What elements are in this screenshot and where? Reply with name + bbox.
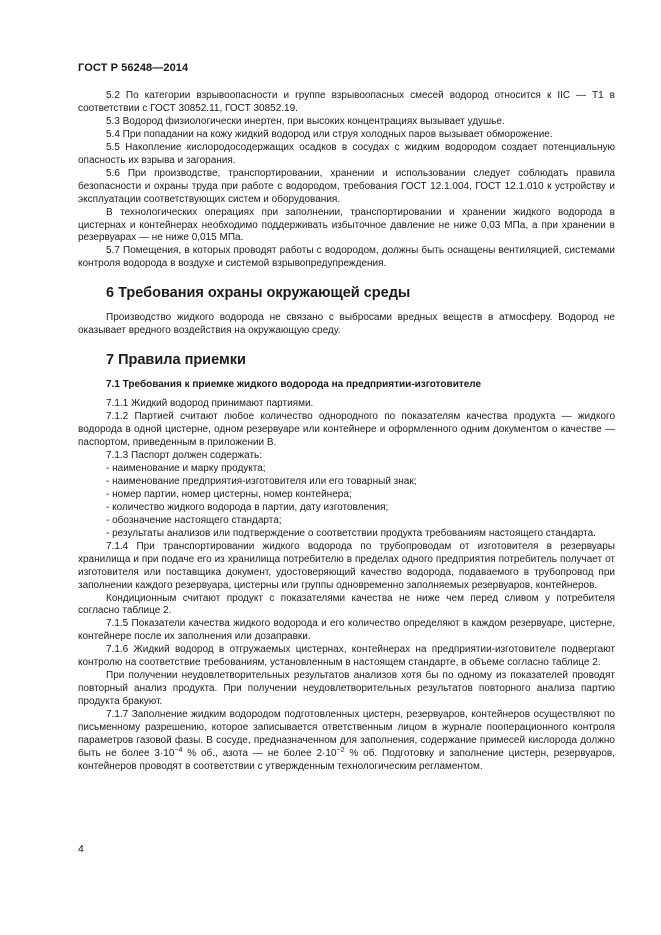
oxygen-exponent: −4: [174, 746, 183, 754]
clause-7-1-6: 7.1.6 Жидкий водород в отгружаемых цистернах, контейнерах на предприятии-изготовителе подвергают контролю на соответствие требованиям, установленным в настоящем стандарте, в объеме согласно таблице 2.: [78, 644, 615, 669]
clause-5-5: 5.5 Накопление кислородосодержащих осадков в сосудах с жидким водородом создает потенциальную опасность их взрыва и загорания.: [78, 141, 615, 166]
passport-contents-list: [78, 463, 615, 541]
clause-5-6: 5.6 При производстве, транспортировании, хранении и использовании следует соблюдать правила безопасности и охраны труда при работе с водородом, требования ГОСТ 12.1.004, ГОСТ 12.1.010 к устройству и эксплуатации соответствующих систем и оборудования.: [78, 167, 615, 205]
clause-5-3: 5.3 Водород физиологически инертен, при высоких концентрациях вызывает удушье.: [106, 115, 505, 127]
clause-7-1-4: 7.1.4 При транспортировании жидкого водорода по трубопроводам от изготовителя в резервуары хранилища и при подаче его из хранилища потребителю в пределах одного предприятия потребитель получает от изготовителя или поставщика документ, удостоверяющий качество водорода, подаваемого в трубопровод при заполнении каждого резервуара, цистерны или группы одновременно заполняемых резервуаров, контейнеров.: [78, 540, 615, 591]
clause-7-1-6-repeat-analysis: При получении неудовлетворительных результатов анализов хотя бы по одному из показателей проводят повторный анализ продукта. При получении неудовлетворительных результатов повторного анализа партию продукта бракуют.: [78, 670, 615, 708]
nitrogen-exponent: −2: [336, 746, 345, 754]
clause-5-2: 5.2 По категории взрывоопасности и группе взрывоопасных смесей водород относится к IIC — T1 в соответствии с ГОСТ 30852.11, ГОСТ 30852.19.: [78, 90, 615, 114]
clause-7-1-1: 7.1.1 Жидкий водород принимают партиями.: [106, 398, 314, 410]
clause-7-1-3: 7.1.3 Паспорт должен содержать:: [106, 450, 263, 462]
clause-7-1-7-text-a: 7.1.7 Заполнение жидким водородом подготовленных цистерн, резервуаров, контейнеров осуществляют по письменному разрешению, которое записывается ответственным лицом в журнале пооперационного контроля параметров газовой фазы. В сосуде, предназначенном для заполнения, содержание примесей кислорода должно быть не более 3·10: [78, 709, 615, 759]
list-item: - результаты анализов или подтверждение о соответствии продукта требованиям настоящего стандарта.: [106, 527, 596, 539]
clause-7-1-7: [78, 709, 615, 774]
clause-7-1-7-text-c: % об. Подготовку и заполнение цистерн, резервуаров, контейнеров проводят в соответствии с утвержденным технологическим регламентом.: [78, 747, 615, 772]
list-item: - обозначение настоящего стандарта;: [106, 514, 282, 526]
document-code-header: ГОСТ Р 56248—2014: [78, 62, 189, 74]
clause-7-1-2: 7.1.2 Партией считают любое количество однородного по показателям качества продукта — жидкого водорода в одной цистерне, одном резервуаре или контейнере и оформленного одним документом о качестве — паспортом, приведенным в приложении В.: [78, 411, 615, 449]
clause-7-1-7-text-b: % об., азота — не более 2·10: [182, 747, 337, 759]
page-number: 4: [78, 843, 84, 855]
page-content: [78, 90, 615, 774]
list-item: - номер партии, номер цистерны, номер контейнера;: [106, 488, 352, 500]
section-6-paragraph: Производство жидкого водорода не связано с выбросами вредных веществ в атмосферу. Водород не оказывает вредного воздействия на окружающую среду.: [78, 312, 615, 337]
list-item: - количество жидкого водорода в партии, дату изготовления;: [106, 501, 389, 513]
subsection-7-1-heading: 7.1 Требования к приемке жидкого водорода на предприятии-изготовителе: [106, 379, 482, 391]
section-6-heading: 6 Требования охраны окружающей среды: [106, 285, 411, 302]
section-7-heading: 7 Правила приемки: [106, 352, 246, 369]
clause-5-7: 5.7 Помещения, в которых проводят работы с водородом, должны быть оснащены вентиляцией, системами контроля водорода в воздухе и системой взрывопредупреждения.: [78, 245, 615, 270]
clause-5-4: 5.4 При попадании на кожу жидкий водород или струя холодных паров вызывает обморожение.: [106, 128, 553, 140]
clause-7-1-4-conditional: Кондиционным считают продукт с показателями качества не ниже чем перед сливом у потребителя согласно таблице 2.: [78, 592, 615, 617]
list-item: - наименование и марку продукта;: [106, 462, 266, 474]
list-item: - наименование предприятия-изготовителя или его товарный знак;: [106, 475, 417, 487]
clause-5-6-pressure: В технологических операциях при заполнении, транспортировании и хранении жидкого водорода в цистернах и контейнерах необходимо поддерживать избыточное давление не ниже 0,03 МПа, а при хранении в резервуарах — не ниже 0,015 МПа.: [78, 206, 615, 244]
clause-7-1-5: 7.1.5 Показатели качества жидкого водорода и его количество определяют в каждом резервуаре, цистерне, контейнере после их заполнения или дозаправки.: [78, 618, 615, 643]
